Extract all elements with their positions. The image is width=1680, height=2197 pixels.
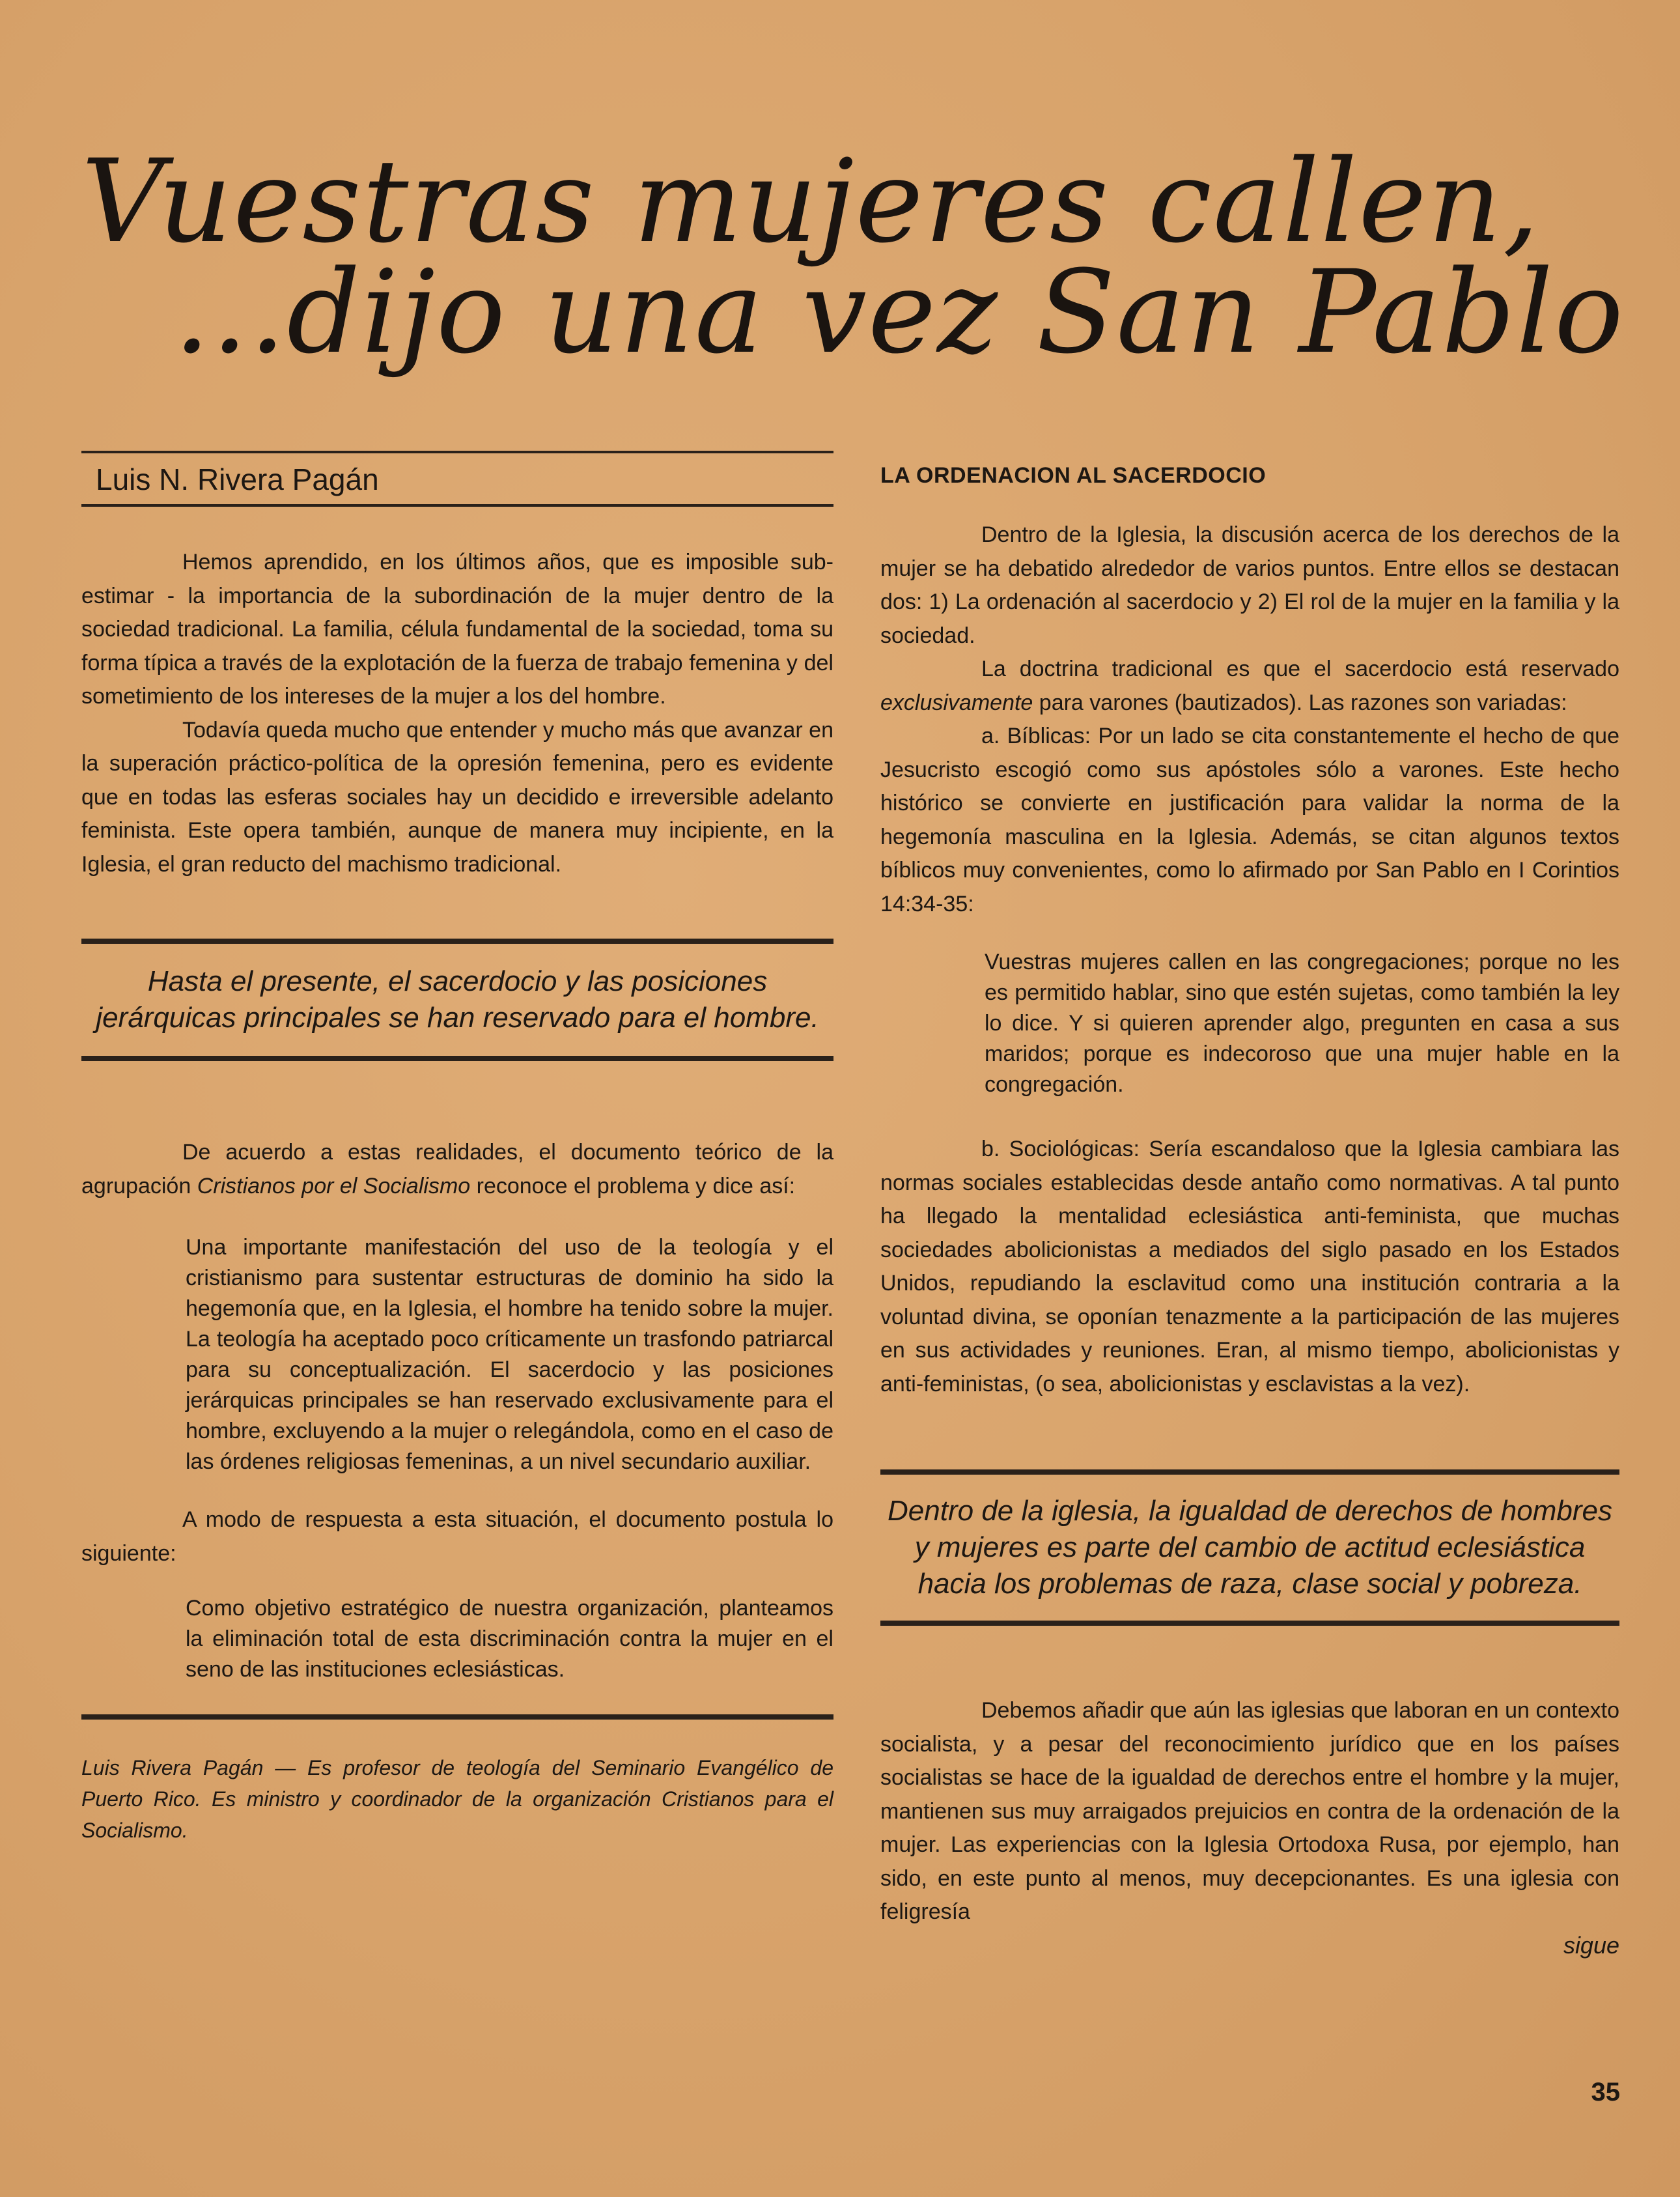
organization-name: Cristianos por el Socialismo [197, 1173, 471, 1198]
article-title-line-2: ...dijo una vez San Pablo [173, 246, 1625, 379]
body-paragraph: La doctrina tradicional es que el sacerdocio está reservado exclusivamente para varones (bautizados). Las razones son variadas: [880, 657, 1619, 715]
pull-quote-rule-bottom [880, 1621, 1619, 1626]
body-paragraph: A modo de respuesta a esta situación, el documento postula lo siguiente: [81, 1507, 833, 1566]
article-title-line-1: Vuestras mujeres callen, [81, 135, 1541, 268]
pull-quote-rule-top [81, 939, 833, 944]
bio-rule [81, 1714, 833, 1720]
pull-quote-rule-bottom [81, 1056, 833, 1061]
section-heading: LA ORDENACION AL SACERDOCIO [880, 463, 1267, 488]
body-paragraph: Hemos aprendido, en los últimos años, que es imposible sub-estimar - la importancia de la subordinación de la mujer dentro de la sociedad tradicional. La familia, célula fundamental de la sociedad, toma su forma típica a través de la explotación de la fuerza de trabajo femenina y del sometimiento de los intereses de la mujer a los del hombre. [81, 550, 833, 709]
left-column [81, 449, 833, 1846]
author-bio: Luis Rivera Pagán — Es profesor de teología del Seminario Evangélico de Puerto Rico. Es ministro y coordinador de la organización Cristianos para el Socialismo. [81, 1756, 833, 1842]
emphasis: exclusivamente [880, 690, 1033, 715]
body-paragraph: Dentro de la Iglesia, la discusión acerca de los derechos de la mujer se ha debatido alrededor de varios puntos. Entre ellos se destacan dos: 1) La ordenación al sacerdocio y 2) El rol de la mujer en la familia y la sociedad. [880, 522, 1619, 648]
byline-rule-bottom [81, 504, 833, 507]
pull-quote: Hasta el presente, el sacerdocio y las posiciones jerárquicas principales se han reservado para el hombre. [96, 965, 819, 1034]
body-paragraph: Debemos añadir que aún las iglesias que laboran en un contexto socialista, y a pesar del reconocimiento jurídico que en los países socialistas se hace de la igualdad de derechos entre el hombre y la mujer, mantienen sus muy arraigados prejuicios en contra de la ordenación de la mujer. Las experiencias con la Iglesia Ortodoxa Rusa, por ejemplo, han sido, en este punto al menos, muy decepcionantes. Es una iglesia con feligresía [880, 1698, 1619, 1924]
pull-quote-rule-top [880, 1469, 1619, 1475]
body-paragraph: Todavía queda mucho que entender y mucho más que avanzar en la superación práctico-política de la opresión femenina, pero es evidente que en todas las esferas sociales hay un decidido e irreversible adelanto feminista. Este opera también, aunque de manera muy incipiente, en la Iglesia, el gran reducto del machismo tradicional. [81, 717, 833, 877]
pull-quote: Dentro de la iglesia, la igualdad de derechos de hombres y mujeres es parte del cambio de actitud eclesiástica hacia los problemas de raza, clase social y pobreza. [888, 1495, 1612, 1600]
body-paragraph: De acuerdo a estas realidades, el documento teórico de la agrupación Cristianos por el Socialismo reconoce el problema y dice así: [81, 1140, 833, 1198]
body-paragraph: b. Sociológicas: Sería escandaloso que la Iglesia cambiara las normas sociales establecidas desde antaño como normativas. A tal punto ha llegado la mentalidad eclesiástica anti-feminista, que muchas sociedades abolicionistas a mediados del siglo pasado en los Estados Unidos, repudiando la esclavitud como una institución contraria a la voluntad divina, se oponían tenazmente a la participación de las mujeres en sus actividades y reuniones. Eran, al mismo tiempo, abolicionistas y anti-feministas, (o sea, abolicionistas y esclavistas a la vez). [880, 1137, 1619, 1396]
page-number: 35 [1591, 2078, 1620, 2106]
byline [81, 449, 833, 509]
bible-quote: Vuestras mujeres callen en las congregaciones; porque no les es permitido hablar, sino que estén sujetas, como también la ley lo dice. Y si quieren aprender algo, pregunten en casa a sus maridos; porque es indecoroso que una mujer hable en la congregación. [985, 950, 1619, 1097]
block-quote: Como objetivo estratégico de nuestra organización, planteamos la eliminación total de esta discriminación contra la mujer en el seno de las instituciones eclesiásticas. [186, 1596, 833, 1682]
body-paragraph: a. Bíblicas: Por un lado se cita constantemente el hecho de que Jesucristo escogió como sus apóstoles sólo a varones. Este hecho histórico se convierte en justificación para validar la norma de la hegemonía masculina en la Iglesia. Además, se citan algunos textos bíblicos muy convenientes, como lo afirmado por San Pablo en I Corintios 14:34-35: [880, 724, 1619, 916]
block-quote: Una importante manifestación del uso de la teología y el cristianismo para sustentar estructuras de dominio ha sido la hegemonía que, en la Iglesia, el hombre ha tenido sobre la mujer. La teología ha aceptado poco críticamente un trasfondo patriarcal para su conceptualización. El sacerdocio y las posiciones jerárquicas principales se han reservado exclusivamente para el hombre, excluyendo a la mujer o relegándola, como en el caso de las órdenes religiosas femeninas, a un nivel secundario auxiliar. [186, 1235, 833, 1474]
author-name: Luis N. Rivera Pagán [96, 462, 379, 496]
byline-rule-top [81, 451, 833, 453]
right-column [880, 449, 1619, 1962]
continued-label: sigue [1563, 1931, 1619, 1959]
